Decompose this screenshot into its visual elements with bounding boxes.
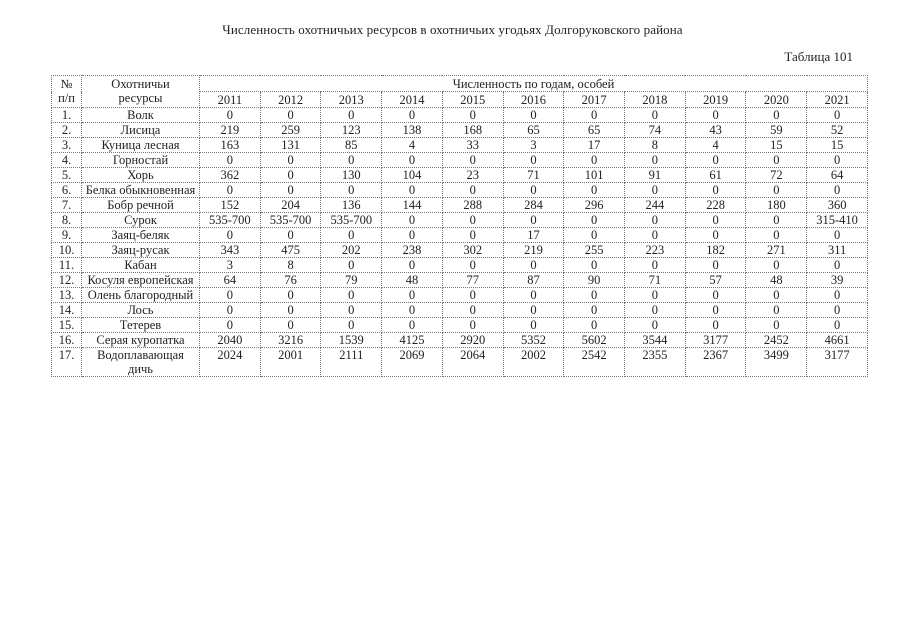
count-cell: 39 (807, 273, 868, 288)
count-cell: 0 (685, 183, 746, 198)
count-cell: 4661 (807, 333, 868, 348)
count-cell: 4 (382, 138, 443, 153)
count-cell: 0 (685, 228, 746, 243)
header-row-1 (52, 76, 868, 92)
count-cell: 0 (260, 108, 321, 123)
count-cell: 0 (200, 318, 261, 333)
table-row (52, 168, 868, 183)
header-number-line2: п/п (58, 91, 75, 105)
count-cell: 0 (382, 213, 443, 228)
count-cell: 360 (807, 198, 868, 213)
count-cell: 302 (442, 243, 503, 258)
count-cell: 0 (625, 213, 686, 228)
count-cell: 0 (321, 153, 382, 168)
header-group-years: Численность по годам, особей (200, 76, 868, 92)
count-cell: 0 (382, 153, 443, 168)
count-cell: 138 (382, 123, 443, 138)
count-cell: 2111 (321, 348, 382, 377)
count-cell: 0 (685, 153, 746, 168)
count-cell: 535-700 (200, 213, 261, 228)
count-cell: 238 (382, 243, 443, 258)
count-cell: 61 (685, 168, 746, 183)
resource-name: Волк (82, 108, 200, 123)
count-cell: 2367 (685, 348, 746, 377)
count-cell: 0 (200, 288, 261, 303)
count-cell: 52 (807, 123, 868, 138)
count-cell: 0 (503, 303, 564, 318)
count-cell: 2002 (503, 348, 564, 377)
count-cell: 0 (503, 318, 564, 333)
count-cell: 0 (321, 108, 382, 123)
count-cell: 0 (382, 318, 443, 333)
count-cell: 0 (564, 183, 625, 198)
resource-name: Тетерев (82, 318, 200, 333)
count-cell: 0 (746, 303, 807, 318)
count-cell: 2355 (625, 348, 686, 377)
header-year: 2012 (260, 92, 321, 108)
count-cell: 0 (382, 108, 443, 123)
count-cell: 2542 (564, 348, 625, 377)
count-cell: 5602 (564, 333, 625, 348)
count-cell: 0 (807, 318, 868, 333)
table-body (52, 108, 868, 377)
count-cell: 101 (564, 168, 625, 183)
count-cell: 244 (625, 198, 686, 213)
count-cell: 74 (625, 123, 686, 138)
table-row (52, 348, 868, 377)
header-year: 2019 (685, 92, 746, 108)
row-number: 1. (52, 108, 82, 123)
count-cell: 91 (625, 168, 686, 183)
count-cell: 0 (260, 288, 321, 303)
count-cell: 0 (685, 108, 746, 123)
resource-name: Бобр речной (82, 198, 200, 213)
count-cell: 1539 (321, 333, 382, 348)
row-number: 7. (52, 198, 82, 213)
count-cell: 0 (382, 183, 443, 198)
count-cell: 0 (564, 288, 625, 303)
count-cell: 0 (503, 288, 564, 303)
count-cell: 0 (503, 213, 564, 228)
row-number: 4. (52, 153, 82, 168)
header-year: 2020 (746, 92, 807, 108)
count-cell: 87 (503, 273, 564, 288)
table-row (52, 288, 868, 303)
page-title: Численность охотничьих ресурсов в охотничьих угодьях Долгоруковского района (222, 22, 683, 37)
count-cell: 2064 (442, 348, 503, 377)
resource-name: Серая куропатка (82, 333, 200, 348)
count-cell: 3544 (625, 333, 686, 348)
count-cell: 76 (260, 273, 321, 288)
count-cell: 204 (260, 198, 321, 213)
count-cell: 0 (321, 258, 382, 273)
resource-name: Белка обыкновенная (82, 183, 200, 198)
count-cell: 0 (564, 303, 625, 318)
count-cell: 0 (503, 108, 564, 123)
count-cell: 57 (685, 273, 746, 288)
count-cell: 0 (260, 168, 321, 183)
resource-name: Заяц-русак (82, 243, 200, 258)
count-cell: 0 (564, 258, 625, 273)
table-row (52, 123, 868, 138)
count-cell: 2920 (442, 333, 503, 348)
count-cell: 271 (746, 243, 807, 258)
count-cell: 0 (382, 303, 443, 318)
count-cell: 23 (442, 168, 503, 183)
count-cell: 0 (321, 318, 382, 333)
count-cell: 0 (503, 153, 564, 168)
count-cell: 0 (321, 183, 382, 198)
count-cell: 65 (564, 123, 625, 138)
table-row (52, 198, 868, 213)
count-cell: 152 (200, 198, 261, 213)
resource-name: Хорь (82, 168, 200, 183)
table-row (52, 318, 868, 333)
count-cell: 3216 (260, 333, 321, 348)
count-cell: 0 (442, 183, 503, 198)
count-cell: 0 (260, 183, 321, 198)
row-number: 15. (52, 318, 82, 333)
header-year: 2018 (625, 92, 686, 108)
count-cell: 202 (321, 243, 382, 258)
count-cell: 64 (807, 168, 868, 183)
row-number: 16. (52, 333, 82, 348)
count-cell: 104 (382, 168, 443, 183)
count-cell: 0 (625, 258, 686, 273)
count-cell: 343 (200, 243, 261, 258)
count-cell: 48 (382, 273, 443, 288)
row-number: 8. (52, 213, 82, 228)
table-row (52, 243, 868, 258)
count-cell: 3 (503, 138, 564, 153)
header-year: 2015 (442, 92, 503, 108)
count-cell: 79 (321, 273, 382, 288)
count-cell: 0 (200, 228, 261, 243)
header-year: 2017 (564, 92, 625, 108)
count-cell: 228 (685, 198, 746, 213)
count-cell: 64 (200, 273, 261, 288)
count-cell: 535-700 (260, 213, 321, 228)
count-cell: 33 (442, 138, 503, 153)
count-cell: 0 (503, 183, 564, 198)
resource-name: Косуля европейская (82, 273, 200, 288)
count-cell: 3177 (807, 348, 868, 377)
table-row (52, 108, 868, 123)
count-cell: 85 (321, 138, 382, 153)
count-cell: 3177 (685, 333, 746, 348)
row-number: 10. (52, 243, 82, 258)
count-cell: 0 (685, 288, 746, 303)
resource-name: Сурок (82, 213, 200, 228)
header-year: 2011 (200, 92, 261, 108)
count-cell: 2040 (200, 333, 261, 348)
count-cell: 259 (260, 123, 321, 138)
count-cell: 71 (503, 168, 564, 183)
count-cell: 0 (564, 318, 625, 333)
count-cell: 77 (442, 273, 503, 288)
count-cell: 0 (807, 258, 868, 273)
count-cell: 0 (746, 258, 807, 273)
count-cell: 0 (260, 228, 321, 243)
count-cell: 2452 (746, 333, 807, 348)
count-cell: 0 (200, 108, 261, 123)
count-cell: 15 (746, 138, 807, 153)
count-cell: 48 (746, 273, 807, 288)
count-cell: 130 (321, 168, 382, 183)
count-cell: 311 (807, 243, 868, 258)
count-cell: 123 (321, 123, 382, 138)
count-cell: 0 (260, 303, 321, 318)
count-cell: 0 (807, 153, 868, 168)
count-cell: 65 (503, 123, 564, 138)
count-cell: 3499 (746, 348, 807, 377)
count-cell: 90 (564, 273, 625, 288)
count-cell: 2024 (200, 348, 261, 377)
count-cell: 5352 (503, 333, 564, 348)
count-cell: 0 (807, 303, 868, 318)
count-cell: 535-700 (321, 213, 382, 228)
count-cell: 0 (442, 213, 503, 228)
count-cell: 0 (807, 183, 868, 198)
count-cell: 0 (746, 288, 807, 303)
table-row (52, 258, 868, 273)
resource-name: Олень благородный (82, 288, 200, 303)
count-cell: 0 (807, 228, 868, 243)
count-cell: 0 (746, 213, 807, 228)
count-cell: 219 (200, 123, 261, 138)
header-number-line1: № (60, 77, 73, 91)
count-cell: 0 (685, 258, 746, 273)
count-cell: 0 (807, 108, 868, 123)
count-cell: 0 (200, 303, 261, 318)
count-cell: 296 (564, 198, 625, 213)
count-cell: 0 (625, 288, 686, 303)
row-number: 11. (52, 258, 82, 273)
count-cell: 0 (321, 288, 382, 303)
count-cell: 0 (260, 318, 321, 333)
resource-name: Заяц-беляк (82, 228, 200, 243)
header-number (52, 76, 82, 108)
count-cell: 0 (807, 288, 868, 303)
resource-name: Водоплавающая дичь (82, 348, 200, 377)
header-year: 2013 (321, 92, 382, 108)
count-cell: 0 (200, 153, 261, 168)
count-cell: 0 (564, 108, 625, 123)
count-cell: 0 (746, 108, 807, 123)
table-row (52, 153, 868, 168)
count-cell: 43 (685, 123, 746, 138)
count-cell: 17 (564, 138, 625, 153)
count-cell: 182 (685, 243, 746, 258)
count-cell: 0 (625, 228, 686, 243)
resource-name: Лось (82, 303, 200, 318)
count-cell: 0 (442, 318, 503, 333)
count-cell: 288 (442, 198, 503, 213)
table-row (52, 273, 868, 288)
table-row (52, 228, 868, 243)
header-resources-line1: Охотничьи (111, 77, 170, 91)
header-year: 2014 (382, 92, 443, 108)
count-cell: 0 (625, 153, 686, 168)
table-row (52, 213, 868, 228)
count-cell: 163 (200, 138, 261, 153)
resource-name: Лисица (82, 123, 200, 138)
row-number: 17. (52, 348, 82, 377)
count-cell: 475 (260, 243, 321, 258)
count-cell: 0 (442, 258, 503, 273)
count-cell: 4 (685, 138, 746, 153)
row-number: 9. (52, 228, 82, 243)
table-row (52, 138, 868, 153)
count-cell: 315-410 (807, 213, 868, 228)
count-cell: 223 (625, 243, 686, 258)
count-cell: 8 (260, 258, 321, 273)
count-cell: 3 (200, 258, 261, 273)
hunting-resources-table (51, 75, 868, 377)
row-number: 13. (52, 288, 82, 303)
count-cell: 0 (442, 108, 503, 123)
count-cell: 0 (685, 318, 746, 333)
count-cell: 0 (564, 228, 625, 243)
count-cell: 0 (382, 258, 443, 273)
count-cell: 2069 (382, 348, 443, 377)
count-cell: 284 (503, 198, 564, 213)
count-cell: 4125 (382, 333, 443, 348)
count-cell: 0 (746, 153, 807, 168)
count-cell: 168 (442, 123, 503, 138)
table-row (52, 303, 868, 318)
resource-name: Кабан (82, 258, 200, 273)
header-year: 2016 (503, 92, 564, 108)
resource-name: Куница лесная (82, 138, 200, 153)
count-cell: 0 (746, 183, 807, 198)
count-cell: 0 (382, 228, 443, 243)
count-cell: 131 (260, 138, 321, 153)
count-cell: 17 (503, 228, 564, 243)
count-cell: 219 (503, 243, 564, 258)
count-cell: 59 (746, 123, 807, 138)
count-cell: 71 (625, 273, 686, 288)
count-cell: 0 (382, 288, 443, 303)
table-row (52, 333, 868, 348)
count-cell: 0 (685, 213, 746, 228)
header-resources-line2: ресурсы (118, 91, 163, 105)
count-cell: 0 (442, 153, 503, 168)
count-cell: 0 (200, 183, 261, 198)
count-cell: 0 (442, 303, 503, 318)
header-year: 2021 (807, 92, 868, 108)
row-number: 6. (52, 183, 82, 198)
row-number: 2. (52, 123, 82, 138)
count-cell: 0 (564, 153, 625, 168)
count-cell: 362 (200, 168, 261, 183)
count-cell: 0 (625, 183, 686, 198)
row-number: 14. (52, 303, 82, 318)
count-cell: 15 (807, 138, 868, 153)
table-row (52, 183, 868, 198)
count-cell: 0 (685, 303, 746, 318)
count-cell: 0 (564, 213, 625, 228)
table-label: Таблица 101 (784, 49, 853, 64)
count-cell: 0 (746, 318, 807, 333)
resource-name: Горностай (82, 153, 200, 168)
count-cell: 0 (442, 288, 503, 303)
count-cell: 0 (321, 303, 382, 318)
count-cell: 255 (564, 243, 625, 258)
count-cell: 2001 (260, 348, 321, 377)
count-cell: 0 (260, 153, 321, 168)
count-cell: 0 (503, 258, 564, 273)
row-number: 12. (52, 273, 82, 288)
count-cell: 0 (746, 228, 807, 243)
count-cell: 0 (442, 228, 503, 243)
count-cell: 72 (746, 168, 807, 183)
count-cell: 0 (625, 318, 686, 333)
count-cell: 180 (746, 198, 807, 213)
row-number: 3. (52, 138, 82, 153)
row-number: 5. (52, 168, 82, 183)
count-cell: 136 (321, 198, 382, 213)
count-cell: 8 (625, 138, 686, 153)
count-cell: 144 (382, 198, 443, 213)
count-cell: 0 (625, 303, 686, 318)
header-resources (82, 76, 200, 108)
count-cell: 0 (625, 108, 686, 123)
count-cell: 0 (321, 228, 382, 243)
